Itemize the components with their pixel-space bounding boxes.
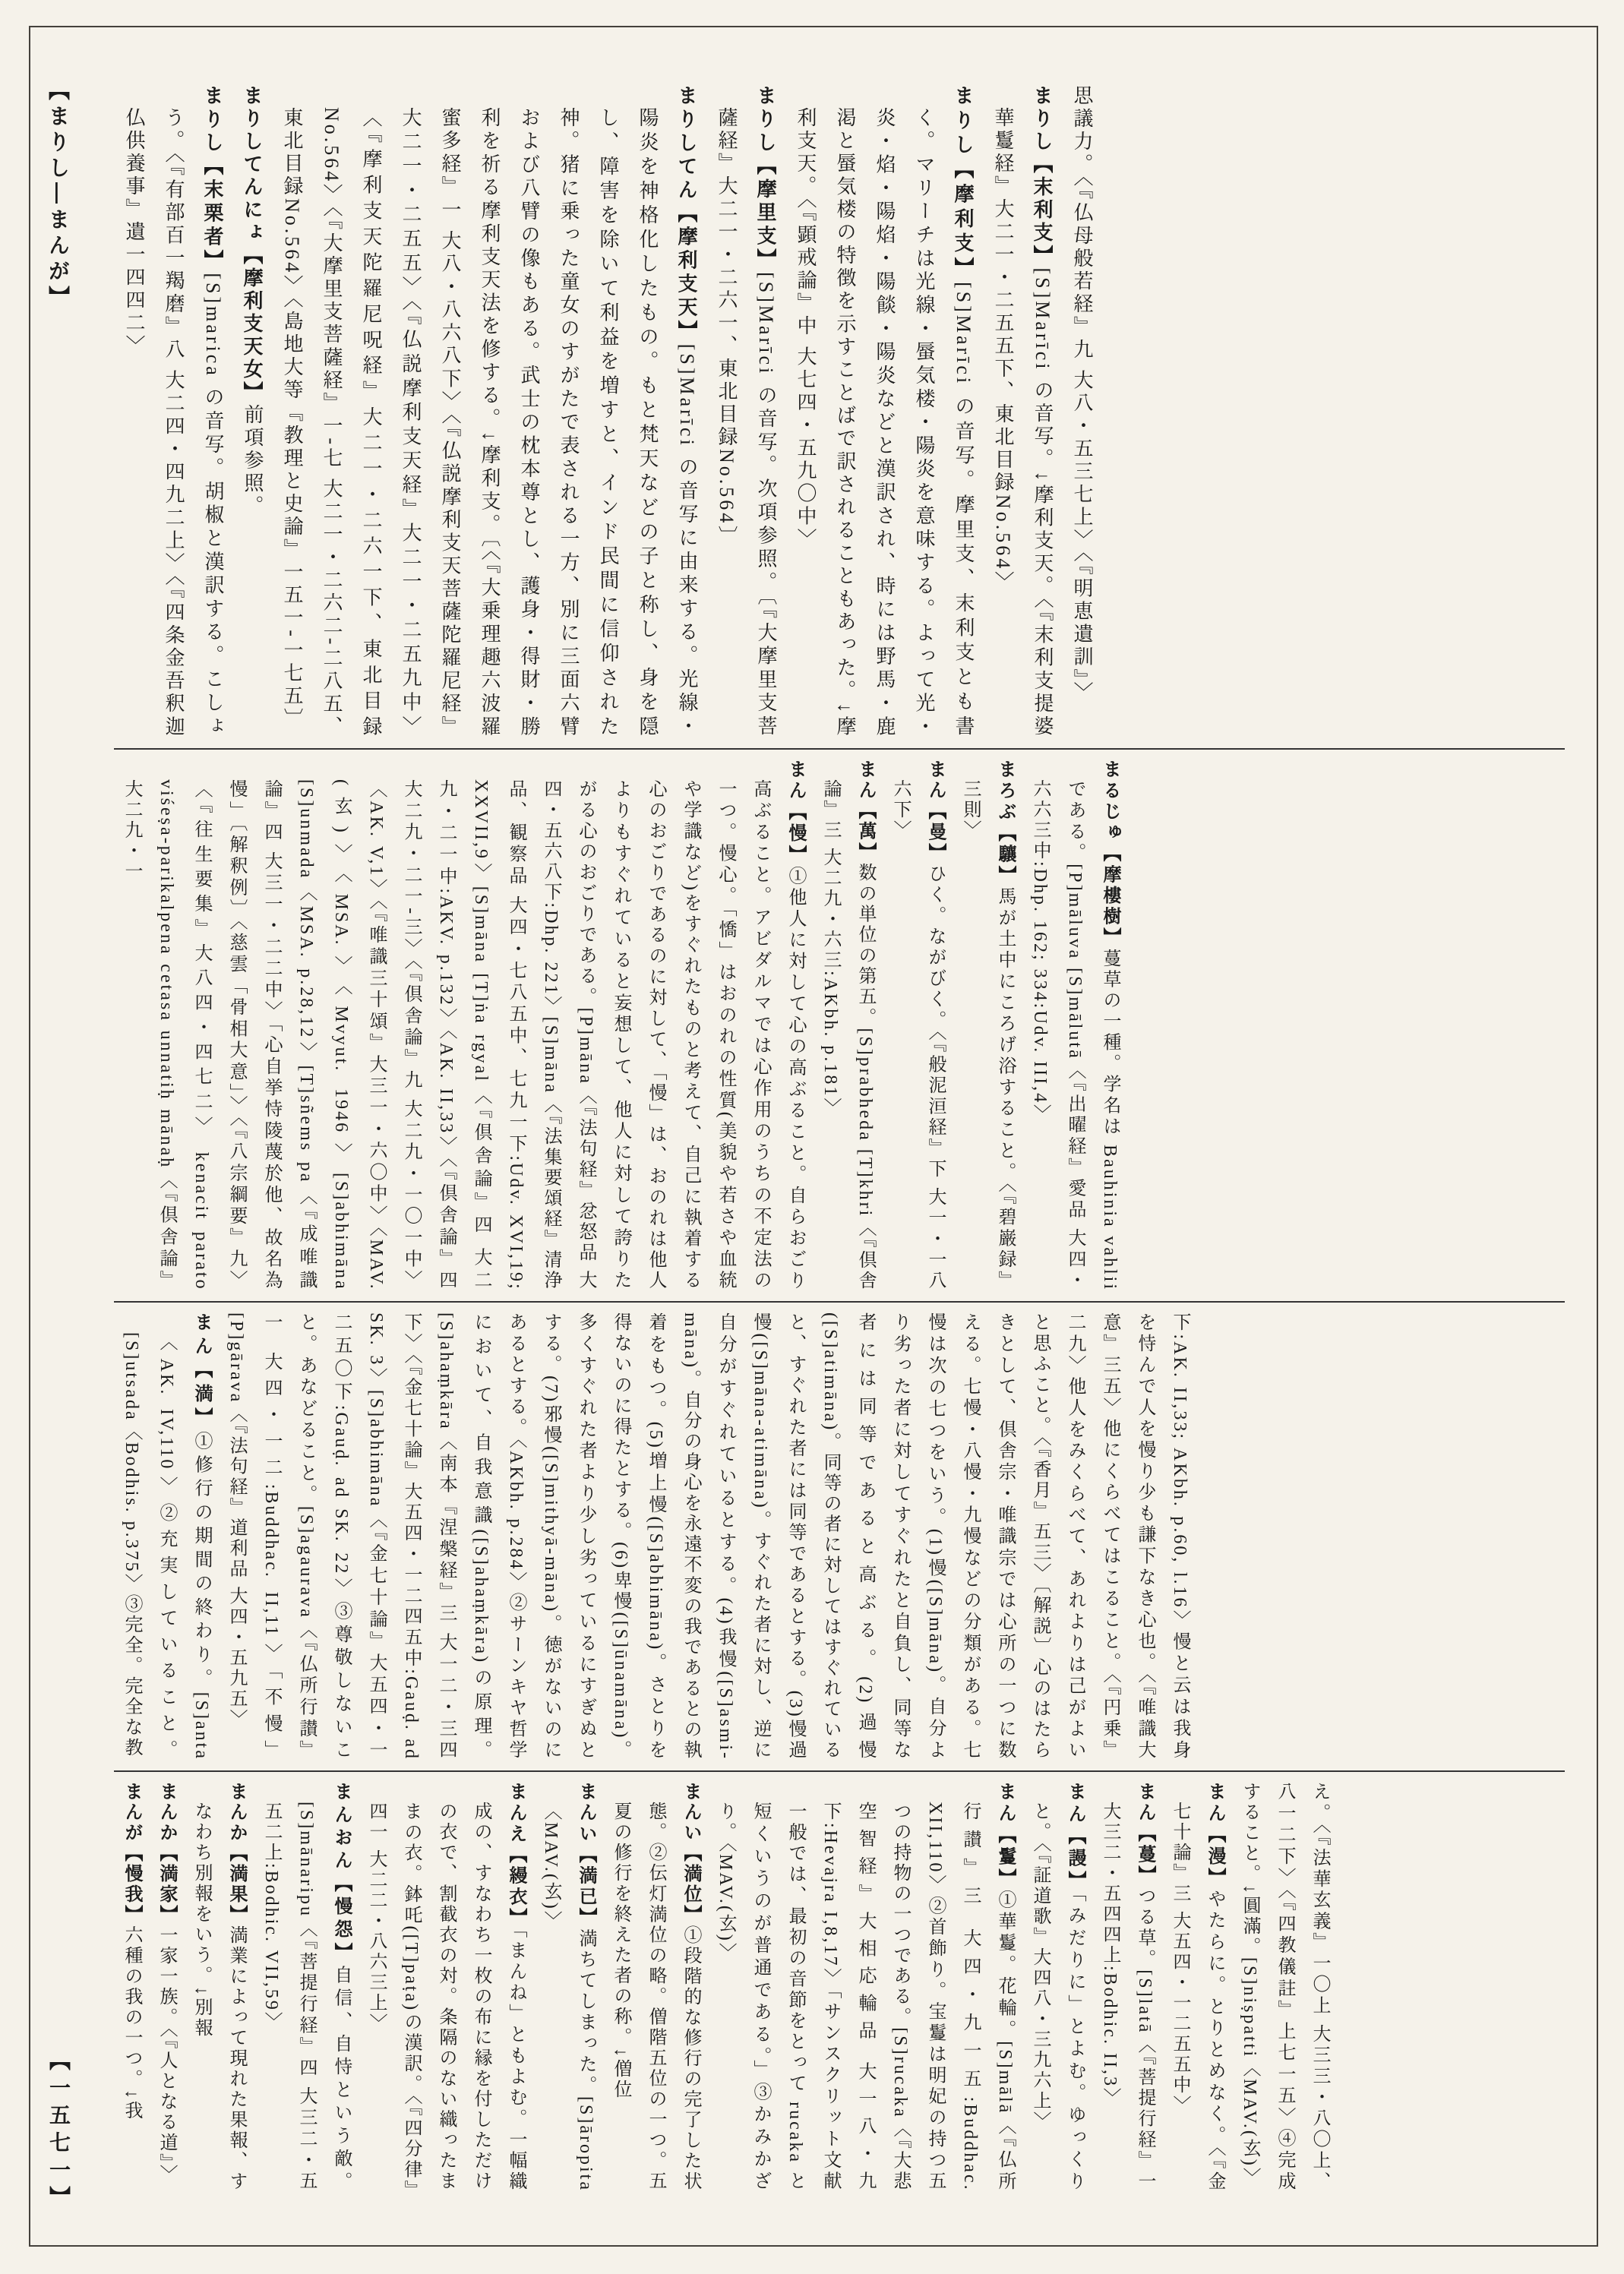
entry-headword: まんい【満位】 xyxy=(681,1782,701,1925)
dictionary-entry xyxy=(219,1312,1197,1761)
dictionary-entry xyxy=(1022,1782,1092,2192)
entry-body: 自信、自恃という敵。[S]mānaripu〈『菩提行経』四 大三二・五五二上:Bodhic. VII,59〉 xyxy=(261,1802,351,2192)
dictionary-entry xyxy=(1062,85,1101,738)
entry-headword: まりし【末栗者】 xyxy=(201,85,224,273)
dictionary-entry xyxy=(149,1782,184,2192)
entry-body: 馬が土中にころげ浴すること。〈『碧巌録』三則〉 xyxy=(960,779,1015,1291)
dictionary-entry xyxy=(708,1782,1022,2192)
entry-body: え。〈『法華玄義』一〇上 大三三・八〇上、八一二下〉〈『四教儀註』上七一五〉④完成すること。↓圓滿。[S]niṣpatti〈MAV.(玄)〉 xyxy=(1240,1782,1329,2192)
dictionary-entry xyxy=(114,85,232,738)
entry-headword: まんい【満已】 xyxy=(576,1782,596,1929)
dictionary-entry xyxy=(603,1782,708,2192)
entry-headword: まりし【末利支】 xyxy=(1031,85,1054,268)
entry-body: 蔓草の一種。学名は Bauhinia vahlii である。[P]māluva [S]mālutā〈『出曜経』愛品 大四・六六三中:Dhp. 162; 334:Udv. III,4〉 xyxy=(1030,779,1120,1291)
section-divider xyxy=(114,1301,1565,1303)
dictionary-entry xyxy=(953,760,1022,1291)
entry-headword: まん【萬】 xyxy=(855,760,876,863)
dictionary-entry xyxy=(983,85,1062,738)
entry-body: 「みだりに」とよむ。ゆっくりと。〈『証道歌』大四八・三九六上〉 xyxy=(1030,1802,1085,2192)
entry-body: 下:AK. II,33; AKbh. p.60, l.16〉慢と云は我身を恃んで人を慢り少も謙下なき心也。〈『唯識大意』三五〉他にくらべてはこること。〈『円乗』二九〉他人をみくらべて、あれよりは己がよいと思ふこと。〈『香月』五三〉〔解説〕心のはたらきとして、倶舎宗・唯識宗では心所の一つに数える。七慢・八慢・九慢などの分類がある。七慢は次の七つをいう。(1)慢([S]māna)。自分より劣った者に対してすぐれたと自負し、同等な者には同等であると高ぶる。(2)過慢([S]atimāna)。同等の者に対してはすぐれていると、すぐれた者には同等であるとする。(3)慢過慢([S]māna-atimāna)。すぐれた者に対し、逆に自分がすぐれているとする。(4)我慢([S]asmi-māna)。自分の身心を永遠不変の我であるとの執着をもつ。(5)増上慢([S]abhimāna)。さとりを得ないのに得たとする。(6)卑慢([S]ūnamāna)。多くすぐれた者より少し劣っているにすぎぬとする。(7)邪慢([S]mithyā-māna)。徳がないのにあるとする。〈AKbh. p.284〉②サーンキヤ哲学において、自我意識([S]ahaṃkāra)の原理。[S]ahaṃkāra〈南本『涅槃経』三 大一二・三四下〉〈『金七十論』大五四・一二四五中:Gauḍ. ad SK. 3〉[S]abhimāna〈『金七十論』大五四・一二五〇下:Gauḍ. ad SK. 22〉③尊敬しないこと。あなどること。[S]agaurava〈『仏所行讃』一 大四・一二:Buddhac. II,11〉「不慢」[P]gārava〈『法句経』道利品 大四・五九五〉 xyxy=(226,1312,1190,1761)
dict-section-4 xyxy=(114,1782,1337,2192)
entry-headword: まりしてんにょ【摩利支天女】 xyxy=(241,85,264,404)
entry-headword: まんえ【縵衣】 xyxy=(506,1782,526,1929)
entry-headword: まんか【満家】 xyxy=(156,1782,177,1925)
entry-headword: まん【鬘】 xyxy=(995,1782,1016,1890)
entry-body: つる草。[S]latā〈『菩提行経』一 大三二・五四四上:Bodhic. II,3〉 xyxy=(1100,1802,1155,2192)
dictionary-entry xyxy=(254,1782,359,2192)
entry-body: 「まんね」ともよむ。一幅織成の、すなわち一枚の布に縁を付しただけの衣で、割截衣の対。条隔のない織ったままの衣。鉢吒([T]paṭa)の漢訳。〈『四分律』四一 大二二・八六三上〉 xyxy=(366,1802,526,2192)
entry-body: やたらに。とりとめなく。〈『金七十論』三 大五四・一二五五中〉 xyxy=(1170,1802,1224,2192)
entry-body: [S]Marīci の音写に由来する。光線・陽炎を神格化したもの。もと梵天などの子と称し、身を隠し、障害を除いて利益を増すと、インド民間に信仰された神。猪に乗った童女のすがたで表される一方、別に三面六臂および八臂の像もある。武士の枕本尊とし、護身・得財・勝利を祈る摩利支天法を修する。↓摩利支。〔〈『大乗理趣六波羅蜜多経』一 大八・八六八下〉〈『仏説摩利支天菩薩陀羅尼経』大二一・二五五〉〈『仏説摩利支天経』大二一・二五九中〉〈『摩利支天陀羅尼呪経』大二一・二六一下、東北目録No.564〉〈『大摩里支菩薩経』一-七 大二一・二六二-二八五、東北目録No.564〉〈島地大等『教理と史論』一五一-一七五〕 xyxy=(281,106,698,738)
dictionary-entry xyxy=(533,1782,603,2192)
dictionary-entry xyxy=(785,85,983,738)
entry-body: 満ちてしまった。[S]āropita〈MAV.(玄)〉 xyxy=(541,1802,596,2192)
dictionary-entry xyxy=(813,760,883,1291)
dictionary-entry xyxy=(1092,1782,1162,2192)
entry-headword: まんが【慢我】 xyxy=(122,1782,142,1925)
entry-headword: まろぶ【驤】 xyxy=(995,760,1016,887)
entry-body: [S]Marīci の音写。摩里支、末利支とも書く。マリーチは光線・蜃気楼・陽炎を意味する。よって光・炎・焰・陽焰・陽餤・陽炎などと漢訳され、時には野馬・鹿渇と蜃気楼の特徴を示すことばで訳されることもあった。↓摩利支天。〈『顕戒論』中 大七四・五九〇中〉 xyxy=(795,106,975,738)
dictionary-entry xyxy=(359,1782,533,2192)
dictionary-entry xyxy=(272,85,706,738)
entry-body: [S]Marīci の音写。次項参照。〔『大摩里支菩薩経』大二一・二六一、東北目録No.564〕 xyxy=(716,106,777,738)
entry-body: 数の単位の第五。[S]prabheda [T]khri〈『倶舎論』三 大二九・六三:AKbh. p.181〉 xyxy=(820,779,875,1291)
entry-body: 六種の我の一つ。↓我 xyxy=(122,1925,141,2121)
entry-body: 前項参照。 xyxy=(242,404,264,518)
entry-headword: まん【満】 xyxy=(191,1312,212,1432)
dictionary-entry xyxy=(1022,760,1127,1291)
dictionary-entry xyxy=(184,1782,254,2192)
entry-body: 思議力。〈『仏母般若経』九 大八・五三七上〉〈『明恵遺訓』〉 xyxy=(1071,85,1093,705)
entry-body: ひく。ながびく。〈『般泥洹経』下 大一・一八六下〉 xyxy=(890,779,945,1291)
dictionary-entry xyxy=(114,760,813,1291)
dictionary-entry xyxy=(114,1312,219,1761)
entry-headword: まん【漫】 xyxy=(1205,1782,1225,1890)
entry-body: ①他人に対して心の高ぶること。自らおごり高ぶること。アビダルマでは心作用のうちの不定法の一つ。慢心。「憍」はおのれの性質(美貌や若さや血統や学識など)をすぐれたものと考えて、自己に執着する心のおごりであるのに対して、「慢」は、おのれは他人よりもすぐれていると妄想して、他人に対して誇りたがる心のおごりである。[P]māna〈『法句経』忿怒品 大四・五六八下:Dhp. 221〉[S]māna〈『法集要頌経』清浄品、観察品 大四・七八五中、七九一下:Udv. XVI,19; XXVII,9〉[S]māna [T]ṅa rgyal〈『倶舎論』四 大二九・二一中:AKV. p.132〉〈AK. II,33〉〈『倶舎論』四 大二九・二一-三〉〈『倶舎論』九 大二九・一〇一中〉〈AK. V,1〉〈『唯識三十頌』大三一・六〇中〉〈MAV.(玄)〉〈MSA.〉〈Mvyut. 1946〉[S]abhimāna [S]unmada〈MSA. p.28,12〉[T]sñems pa〈『成唯識論』四 大三一・二二中〉「心自挙恃陵蔑於他、故名為慢」〔解釈例〕〈慈雲「骨相大意」〉〈『八宗綱要』九〉〈『往生要集』大八四・四七二〉 kenacit parato viśeṣa-parikalpena cetasa unnatiḥ mānaḥ〈『倶舎論』大二九・一 xyxy=(122,779,805,1291)
dict-section-3 xyxy=(114,1312,1197,1761)
dictionary-entry xyxy=(114,1782,149,2192)
entry-headword: まん【蔓】 xyxy=(1135,1782,1155,1887)
entry-body: [S]Marīci の音写。↓摩利支天。〈『末利支提婆華鬘経』大二一・二五五下、東北目録No.564〉 xyxy=(992,106,1054,738)
dictionary-entry xyxy=(706,85,785,738)
dictionary-entry xyxy=(883,760,953,1291)
entry-body: 満業によって現れた果報、すなわち別報をいう。↓別報 xyxy=(191,1802,246,2192)
entry-body: [S]marica の音写。胡椒と漢訳する。こしょう。〈『有部百一羯磨』八 大二四・四九二上〉〈『四条金吾釈迦仏供養事』遺一四四二〉 xyxy=(123,106,224,738)
dict-section-1 xyxy=(114,85,1101,738)
dictionary-entry xyxy=(232,85,272,738)
page-content xyxy=(114,85,1565,2192)
entry-headword: まん【慢】 xyxy=(785,760,806,867)
entry-headword: まん【謾】 xyxy=(1065,1782,1085,1893)
entry-body: ①修行の期間の終わり。[S]anta〈AK. IV,110〉②充実していること。[S]utsada〈Bodhis. p.375〉③完全。完全な教 xyxy=(122,1332,211,1761)
dictionary-entry xyxy=(1162,1782,1232,2192)
entry-headword: まん【曼】 xyxy=(925,760,946,864)
entry-headword: まるじゅ【摩樓樹】 xyxy=(1100,760,1120,949)
entry-headword: まりし【摩利支】 xyxy=(952,85,975,283)
entry-body: 一家一族。〈『人となる道』〉 xyxy=(156,1925,176,2185)
entry-headword: まりし【摩里支】 xyxy=(754,85,777,273)
dictionary-entry xyxy=(1232,1782,1337,2192)
section-divider xyxy=(114,748,1565,750)
entry-headword: まんおん【慢怨】 xyxy=(331,1782,352,1966)
entry-body: ①華鬘。花輪。[S]mālā〈『仏所行讃』三 大四・九一五:Buddhac. XII,110〉②首飾り。宝鬘は明妃の持つ五つの持物の一つである。[S]rucaka〈『大悲空智経』大相応輪品 大一八・九下:Hevajra I,8,17〉「サンスクリット文献一般では、最初の音節をとって rucaka と短くいうのが普通である。」③かみかざり。〈MAV.(玄)〉 xyxy=(716,1802,1015,2192)
dict-section-2 xyxy=(114,760,1127,1291)
entry-headword: まんか【満果】 xyxy=(226,1782,247,1925)
running-head: 【まりし―まんが】 xyxy=(46,79,70,311)
entry-headword: まりしてん【摩利支天】 xyxy=(675,85,698,344)
entry-body: ①段階的な修行の完了した状態。②伝灯満位の略。僧階五位の一つ。五夏の修行を終えた者の称。↓僧位 xyxy=(611,1802,700,2192)
page-number: 【一五七一】 xyxy=(46,2049,70,2213)
section-divider xyxy=(114,1770,1565,1772)
